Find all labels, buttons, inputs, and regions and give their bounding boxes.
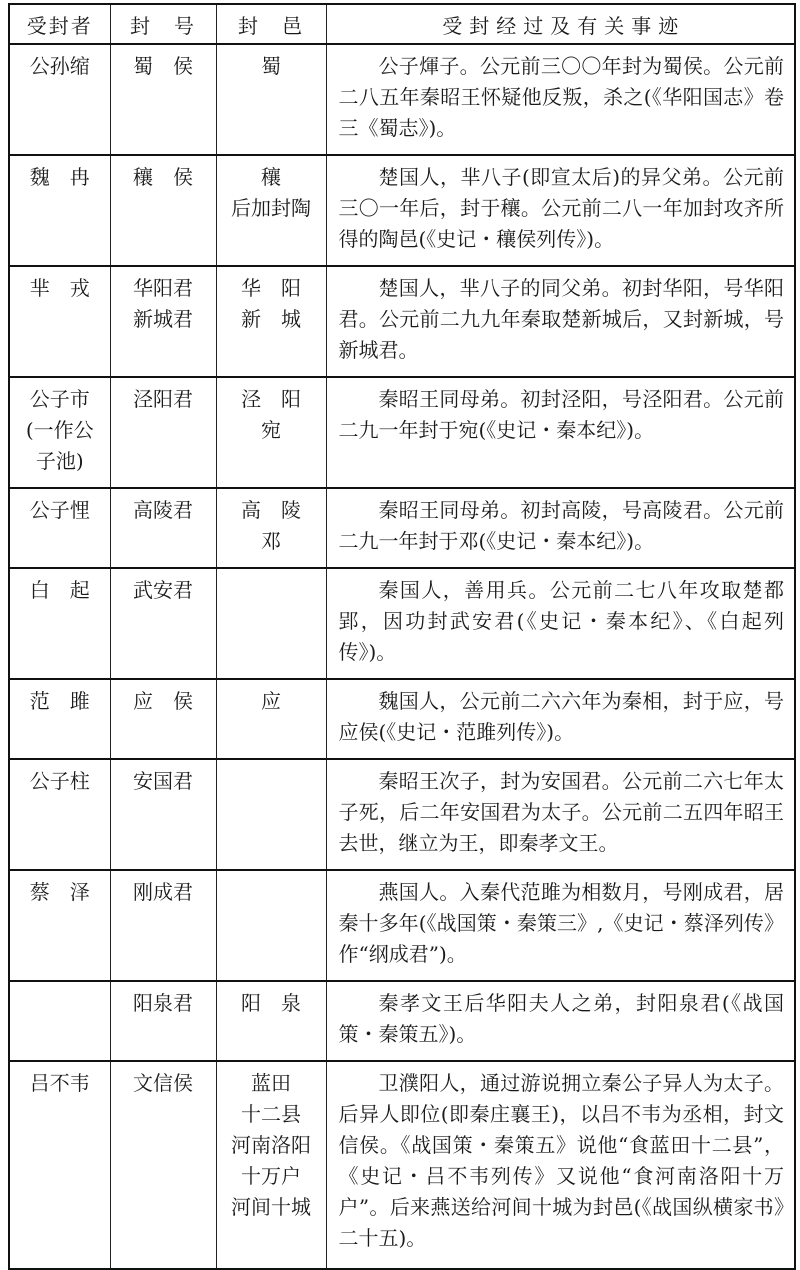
cell-recipient (9, 155, 110, 266)
cell-title (110, 679, 216, 759)
cell-title-line: 刚成君 (133, 880, 193, 904)
cell-fief (216, 759, 326, 870)
table-row (9, 155, 795, 266)
cell-fief-line: 高 陵 (241, 498, 301, 522)
cell-fief-line: 蜀 (261, 54, 281, 78)
cell-history (326, 870, 795, 981)
cell-recipient-line: 公孙缩 (29, 54, 90, 78)
header-title: 封 号 (110, 4, 216, 44)
history-text: 公子煇子。公元前三〇〇年封为蜀侯。公元前二八五年秦昭王怀疑他反叛，杀之(《华阳国志》卷三《蜀志》)。 (338, 54, 784, 140)
cell-recipient-line: 公子悝 (29, 498, 90, 522)
cell-recipient (9, 870, 110, 981)
cell-title (110, 759, 216, 870)
history-text: 秦孝文王后华阳夫人之弟，封阳泉君(《战国策・秦策五》)。 (338, 991, 784, 1046)
cell-recipient (9, 759, 110, 870)
cell-title-line: 武安君 (133, 578, 193, 602)
cell-title (110, 981, 216, 1061)
cell-recipient-line: 子池) (35, 449, 84, 473)
cell-fief (216, 679, 326, 759)
history-text: 楚国人，芈八子(即宣太后)的异父弟。公元前三〇一年后，封于穰。公元前二八一年加封攻齐所得的陶邑(《史记・穰侯列传》)。 (338, 165, 784, 251)
cell-history (326, 44, 795, 155)
cell-fief-line: 蓝田 (251, 1071, 291, 1095)
cell-fief-line: 应 (261, 689, 281, 713)
cell-recipient-line: 范 雎 (29, 689, 90, 713)
cell-history (326, 488, 795, 568)
cell-recipient (9, 568, 110, 679)
cell-fief (216, 1061, 326, 1269)
cell-fief-line: 河间十城 (231, 1195, 311, 1219)
cell-history (326, 266, 795, 377)
cell-fief-line: 后加封陶 (231, 196, 311, 220)
cell-fief-line: 十万户 (241, 1164, 301, 1188)
cell-recipient-line: 公子市 (29, 387, 90, 411)
cell-title-line: 高陵君 (133, 498, 193, 522)
cell-title-line: 泾阳君 (133, 387, 193, 411)
cell-recipient (9, 266, 110, 377)
cell-history (326, 155, 795, 266)
cell-fief (216, 266, 326, 377)
history-text: 燕国人。入秦代范雎为相数月，号刚成君，居秦十多年(《战国策・秦策三》,《史记・蔡泽列传》作“纲成君”)。 (338, 880, 784, 966)
history-text: 秦国人，善用兵。公元前二七八年攻取楚都郢，因功封武安君(《史记・秦本纪》、《白起列传》)。 (338, 578, 784, 664)
cell-history (326, 1061, 795, 1269)
cell-fief (216, 155, 326, 266)
cell-title (110, 488, 216, 568)
cell-recipient (9, 488, 110, 568)
cell-title-line: 文信侯 (133, 1071, 193, 1095)
enfeoffment-table (8, 3, 796, 1270)
cell-fief-line: 邓 (261, 529, 281, 553)
header-recipient: 受封者 (9, 4, 110, 44)
cell-fief-line: 十二县 (241, 1102, 301, 1126)
cell-title-line: 阳泉君 (133, 991, 193, 1015)
cell-fief-line: 宛 (261, 418, 281, 442)
cell-recipient-line: 吕不韦 (29, 1071, 90, 1095)
cell-recipient-line: 魏 冉 (29, 165, 90, 189)
cell-fief-line: 华 阳 (241, 276, 301, 300)
cell-fief (216, 870, 326, 981)
cell-fief (216, 488, 326, 568)
cell-title (110, 155, 216, 266)
cell-title-line: 穰 侯 (133, 165, 193, 189)
cell-history (326, 568, 795, 679)
cell-recipient-line: 白 起 (29, 578, 90, 602)
cell-recipient-line: 公子柱 (29, 769, 90, 793)
cell-recipient (9, 679, 110, 759)
cell-recipient-line: (一作公 (25, 418, 94, 442)
cell-fief-line: 泾 阳 (241, 387, 301, 411)
table-row (9, 1061, 795, 1269)
cell-fief (216, 981, 326, 1061)
cell-fief-line: 新 城 (241, 307, 301, 331)
cell-recipient (9, 1061, 110, 1269)
table-row (9, 377, 795, 488)
cell-title-line: 蜀 侯 (133, 54, 193, 78)
cell-fief (216, 377, 326, 488)
cell-recipient (9, 44, 110, 155)
page (8, 3, 796, 1250)
cell-history (326, 981, 795, 1061)
table-row (9, 568, 795, 679)
cell-fief-line: 阳 泉 (241, 991, 301, 1015)
history-text: 卫濮阳人，通过游说拥立秦公子异人为太子。后异人即位(即秦庄襄王)，以吕不韦为丞相，封文信侯。《战国策・秦策五》说他“食蓝田十二县”，《史记・吕不韦列传》又说他“食河南洛阳十万户”。后来燕送给河间十城为封邑(《战国纵横家书》二十五)。 (338, 1071, 784, 1250)
cell-title (110, 44, 216, 155)
history-text: 秦昭王次子，封为安国君。公元前二六七年太子死，后二年安国君为太子。公元前二五四年昭王去世，继立为王，即秦孝文王。 (338, 769, 784, 855)
cell-recipient-line: 蔡 泽 (29, 880, 90, 904)
cell-recipient (9, 377, 110, 488)
history-text: 楚国人，芈八子的同父弟。初封华阳，号华阳君。公元前二九九年秦取楚新城后，又封新城，号新城君。 (338, 276, 784, 362)
cell-title (110, 1061, 216, 1269)
cell-fief (216, 568, 326, 679)
cell-title-line: 新城君 (133, 307, 193, 331)
table-row (9, 870, 795, 981)
cell-fief (216, 44, 326, 155)
history-text: 秦昭王同母弟。初封泾阳，号泾阳君。公元前二九一年封于宛(《史记・秦本纪》)。 (338, 387, 784, 442)
cell-title (110, 377, 216, 488)
table-row (9, 981, 795, 1061)
cell-recipient (9, 981, 110, 1061)
cell-title (110, 568, 216, 679)
table-row (9, 759, 795, 870)
header-row (9, 4, 795, 44)
cell-history (326, 377, 795, 488)
cell-fief-line: 河南洛阳 (231, 1133, 311, 1157)
cell-title-line: 华阳君 (133, 276, 193, 300)
cell-fief-line: 穰 (261, 165, 281, 189)
history-text: 魏国人，公元前二六六年为秦相，封于应，号应侯(《史记・范雎列传》)。 (338, 689, 784, 744)
table-row (9, 488, 795, 568)
cell-recipient-line: 芈 戎 (29, 276, 90, 300)
table-row (9, 266, 795, 377)
history-text: 秦昭王同母弟。初封高陵，号高陵君。公元前二九一年封于邓(《史记・秦本纪》)。 (338, 498, 784, 553)
cell-history (326, 679, 795, 759)
table-row (9, 679, 795, 759)
cell-title-line: 应 侯 (133, 689, 193, 713)
cell-title (110, 266, 216, 377)
header-history: 受封经过及有关事迹 (326, 4, 795, 44)
cell-title-line: 安国君 (133, 769, 193, 793)
cell-history (326, 759, 795, 870)
cell-title (110, 870, 216, 981)
table-row (9, 44, 795, 155)
header-fief: 封 邑 (216, 4, 326, 44)
